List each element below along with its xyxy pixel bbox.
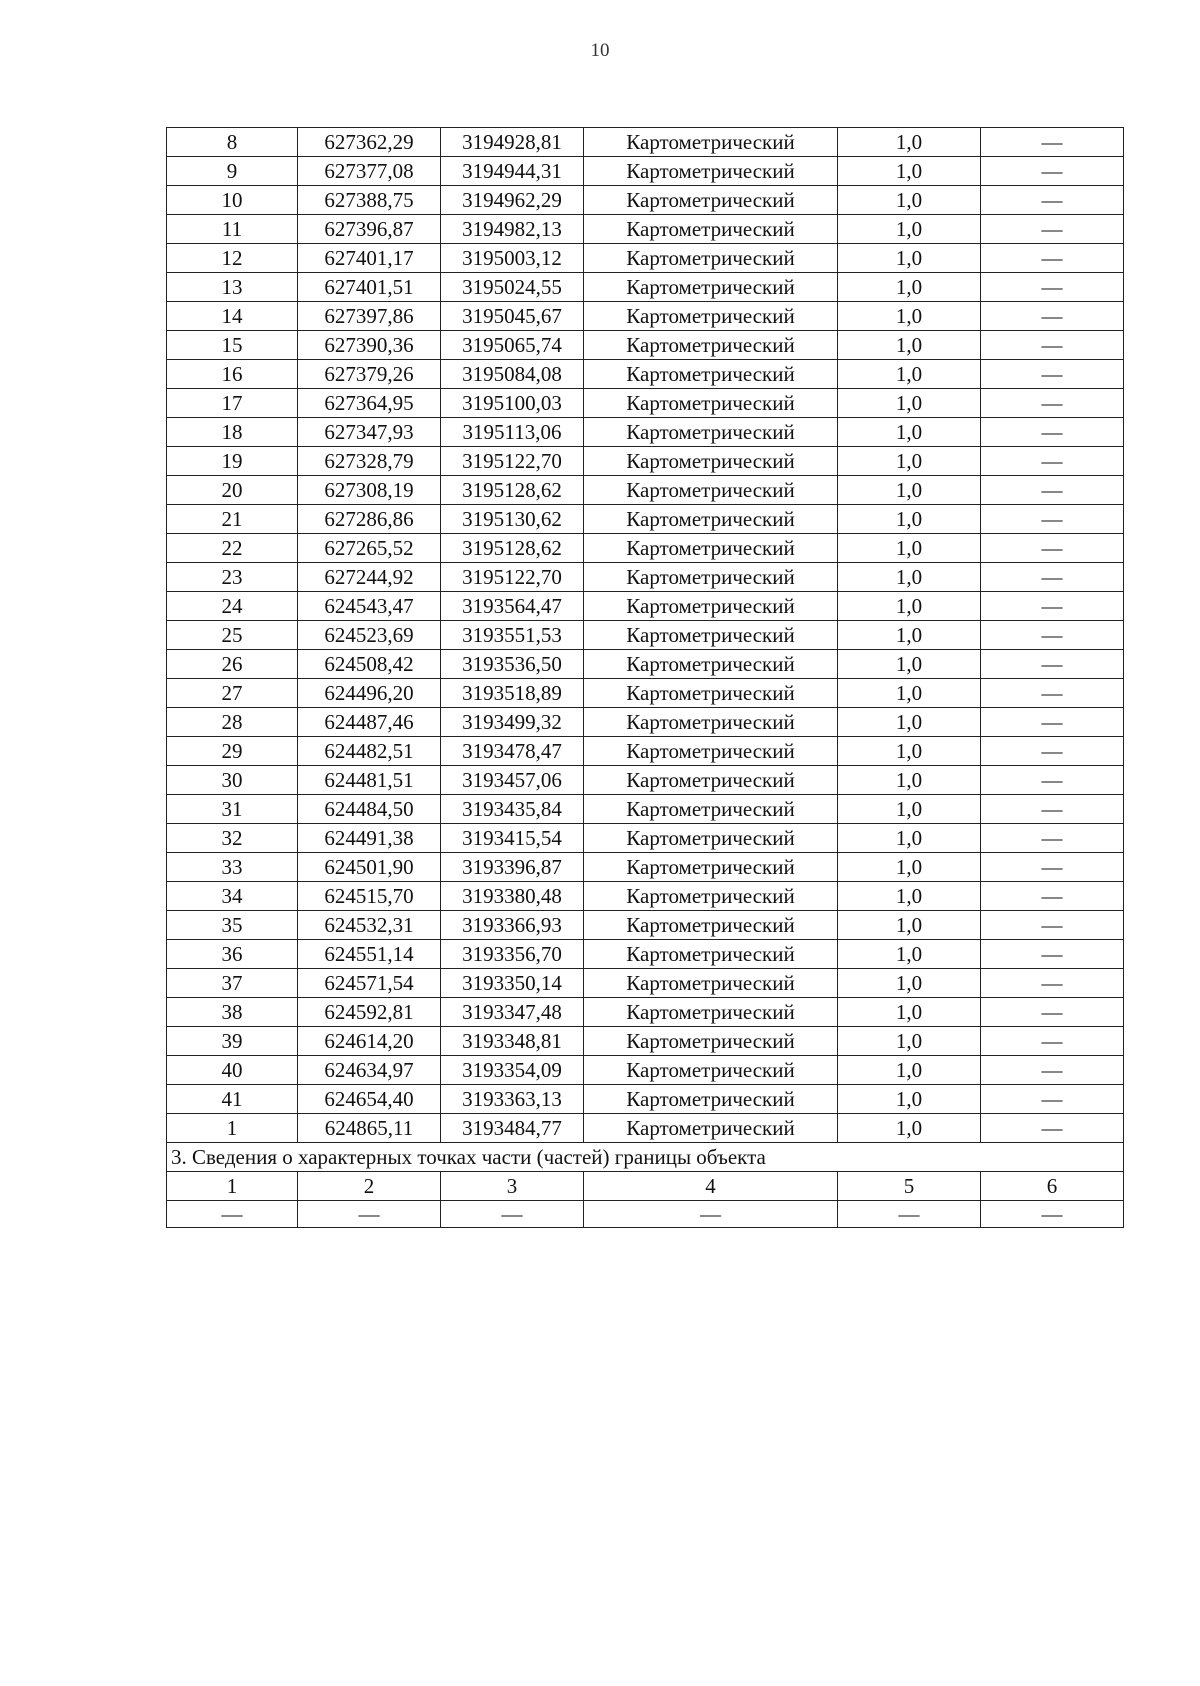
- coord-y-cell: 3193478,47: [441, 737, 584, 766]
- method-cell: Картометрический: [584, 708, 838, 737]
- table-row: [167, 186, 1124, 215]
- table-row: [167, 621, 1124, 650]
- coord-x-cell: 627265,52: [298, 534, 441, 563]
- method-cell: Картометрический: [584, 331, 838, 360]
- note-cell: —: [981, 534, 1124, 563]
- accuracy-cell: 1,0: [838, 679, 981, 708]
- note-cell: —: [981, 331, 1124, 360]
- coord-y-cell: 3193380,48: [441, 882, 584, 911]
- table-row: [167, 911, 1124, 940]
- accuracy-cell: 1,0: [838, 592, 981, 621]
- point-number-cell: 8: [167, 128, 298, 157]
- accuracy-cell: 1,0: [838, 940, 981, 969]
- method-cell: Картометрический: [584, 505, 838, 534]
- accuracy-cell: 1,0: [838, 621, 981, 650]
- point-number-cell: 16: [167, 360, 298, 389]
- point-number-cell: 38: [167, 998, 298, 1027]
- method-cell: Картометрический: [584, 273, 838, 302]
- method-cell: Картометрический: [584, 737, 838, 766]
- table-row: [167, 157, 1124, 186]
- coord-x-cell: 624654,40: [298, 1085, 441, 1114]
- note-cell: —: [981, 215, 1124, 244]
- coord-y-cell: 3193356,70: [441, 940, 584, 969]
- point-number-cell: 12: [167, 244, 298, 273]
- coord-y-cell: 3195128,62: [441, 476, 584, 505]
- coord-y-cell: 3195113,06: [441, 418, 584, 447]
- table-row: [167, 476, 1124, 505]
- section3-title: 3. Сведения о характерных точках части (частей) границы объекта: [167, 1143, 1124, 1172]
- accuracy-cell: 1,0: [838, 186, 981, 215]
- method-cell: Картометрический: [584, 882, 838, 911]
- point-number-cell: 23: [167, 563, 298, 592]
- coord-x-cell: 627347,93: [298, 418, 441, 447]
- point-number-cell: 37: [167, 969, 298, 998]
- table-row: [167, 360, 1124, 389]
- coord-y-cell: 3195130,62: [441, 505, 584, 534]
- table-row: [167, 273, 1124, 302]
- table-row: [167, 215, 1124, 244]
- method-cell: Картометрический: [584, 157, 838, 186]
- note-cell: —: [981, 969, 1124, 998]
- method-cell: Картометрический: [584, 621, 838, 650]
- accuracy-cell: 1,0: [838, 1114, 981, 1143]
- coord-x-cell: 624634,97: [298, 1056, 441, 1085]
- table-row: [167, 534, 1124, 563]
- note-cell: —: [981, 447, 1124, 476]
- coord-y-cell: 3195024,55: [441, 273, 584, 302]
- method-cell: Картометрический: [584, 853, 838, 882]
- coord-x-cell: 624515,70: [298, 882, 441, 911]
- column-number-5: 5: [838, 1172, 981, 1201]
- point-number-cell: 24: [167, 592, 298, 621]
- coord-x-cell: 627308,19: [298, 476, 441, 505]
- accuracy-cell: 1,0: [838, 737, 981, 766]
- coord-y-cell: 3193518,89: [441, 679, 584, 708]
- accuracy-cell: 1,0: [838, 708, 981, 737]
- table-row: [167, 1114, 1124, 1143]
- coord-x-cell: 624571,54: [298, 969, 441, 998]
- note-cell: —: [981, 853, 1124, 882]
- note-cell: —: [981, 273, 1124, 302]
- accuracy-cell: 1,0: [838, 157, 981, 186]
- note-cell: —: [981, 824, 1124, 853]
- coord-y-cell: 3193551,53: [441, 621, 584, 650]
- note-cell: —: [981, 650, 1124, 679]
- coord-x-cell: 624481,51: [298, 766, 441, 795]
- point-number-cell: 10: [167, 186, 298, 215]
- table-row: [167, 1085, 1124, 1114]
- point-number-cell: 41: [167, 1085, 298, 1114]
- table-row: [167, 563, 1124, 592]
- point-number-cell: 30: [167, 766, 298, 795]
- empty-cell-4: —: [584, 1201, 838, 1228]
- note-cell: —: [981, 621, 1124, 650]
- method-cell: Картометрический: [584, 360, 838, 389]
- coord-x-cell: 627377,08: [298, 157, 441, 186]
- table-row: [167, 650, 1124, 679]
- method-cell: Картометрический: [584, 215, 838, 244]
- coord-x-cell: 627390,36: [298, 331, 441, 360]
- coord-y-cell: 3195084,08: [441, 360, 584, 389]
- accuracy-cell: 1,0: [838, 824, 981, 853]
- coord-y-cell: 3193457,06: [441, 766, 584, 795]
- accuracy-cell: 1,0: [838, 418, 981, 447]
- accuracy-cell: 1,0: [838, 389, 981, 418]
- point-number-cell: 15: [167, 331, 298, 360]
- table-row: [167, 824, 1124, 853]
- coord-y-cell: 3194928,81: [441, 128, 584, 157]
- coord-y-cell: 3195122,70: [441, 447, 584, 476]
- column-number-2: 2: [298, 1172, 441, 1201]
- accuracy-cell: 1,0: [838, 882, 981, 911]
- point-number-cell: 13: [167, 273, 298, 302]
- method-cell: Картометрический: [584, 476, 838, 505]
- table-row: [167, 795, 1124, 824]
- accuracy-cell: 1,0: [838, 476, 981, 505]
- coord-y-cell: 3194982,13: [441, 215, 584, 244]
- method-cell: Картометрический: [584, 1056, 838, 1085]
- coord-x-cell: 624523,69: [298, 621, 441, 650]
- note-cell: —: [981, 505, 1124, 534]
- method-cell: Картометрический: [584, 447, 838, 476]
- accuracy-cell: 1,0: [838, 911, 981, 940]
- accuracy-cell: 1,0: [838, 1027, 981, 1056]
- method-cell: Картометрический: [584, 940, 838, 969]
- coord-y-cell: 3193536,50: [441, 650, 584, 679]
- coord-x-cell: 624614,20: [298, 1027, 441, 1056]
- method-cell: Картометрический: [584, 186, 838, 215]
- column-number-6: 6: [981, 1172, 1124, 1201]
- point-number-cell: 11: [167, 215, 298, 244]
- table-row: [167, 969, 1124, 998]
- method-cell: Картометрический: [584, 418, 838, 447]
- coord-x-cell: 624865,11: [298, 1114, 441, 1143]
- point-number-cell: 1: [167, 1114, 298, 1143]
- point-number-cell: 27: [167, 679, 298, 708]
- point-number-cell: 29: [167, 737, 298, 766]
- point-number-cell: 36: [167, 940, 298, 969]
- note-cell: —: [981, 563, 1124, 592]
- note-cell: —: [981, 157, 1124, 186]
- note-cell: —: [981, 679, 1124, 708]
- coord-x-cell: 627379,26: [298, 360, 441, 389]
- accuracy-cell: 1,0: [838, 273, 981, 302]
- table-row: [167, 331, 1124, 360]
- accuracy-cell: 1,0: [838, 302, 981, 331]
- accuracy-cell: 1,0: [838, 969, 981, 998]
- coord-y-cell: 3194944,31: [441, 157, 584, 186]
- table-row: [167, 505, 1124, 534]
- empty-cell-6: —: [981, 1201, 1124, 1228]
- coord-y-cell: 3195045,67: [441, 302, 584, 331]
- coord-y-cell: 3193350,14: [441, 969, 584, 998]
- coord-x-cell: 624482,51: [298, 737, 441, 766]
- coord-y-cell: 3193366,93: [441, 911, 584, 940]
- table-row: [167, 447, 1124, 476]
- section3-title-row: [167, 1143, 1124, 1172]
- note-cell: —: [981, 737, 1124, 766]
- table-row: [167, 128, 1124, 157]
- coord-x-cell: 624532,31: [298, 911, 441, 940]
- method-cell: Картометрический: [584, 563, 838, 592]
- point-number-cell: 9: [167, 157, 298, 186]
- table-row: [167, 389, 1124, 418]
- point-number-cell: 39: [167, 1027, 298, 1056]
- note-cell: —: [981, 360, 1124, 389]
- accuracy-cell: 1,0: [838, 853, 981, 882]
- method-cell: Картометрический: [584, 650, 838, 679]
- coord-y-cell: 3193499,32: [441, 708, 584, 737]
- coord-y-cell: 3193435,84: [441, 795, 584, 824]
- accuracy-cell: 1,0: [838, 1056, 981, 1085]
- boundary-points-table: [166, 127, 1124, 1228]
- method-cell: Картометрический: [584, 824, 838, 853]
- coord-y-cell: 3193354,09: [441, 1056, 584, 1085]
- empty-cell-5: —: [838, 1201, 981, 1228]
- coord-x-cell: 627244,92: [298, 563, 441, 592]
- accuracy-cell: 1,0: [838, 1085, 981, 1114]
- note-cell: —: [981, 1056, 1124, 1085]
- method-cell: Картометрический: [584, 389, 838, 418]
- accuracy-cell: 1,0: [838, 447, 981, 476]
- coord-x-cell: 627396,87: [298, 215, 441, 244]
- coord-y-cell: 3193415,54: [441, 824, 584, 853]
- table-row: [167, 998, 1124, 1027]
- table-row: [167, 940, 1124, 969]
- note-cell: —: [981, 766, 1124, 795]
- table-row: [167, 737, 1124, 766]
- point-number-cell: 14: [167, 302, 298, 331]
- table-row: [167, 1027, 1124, 1056]
- method-cell: Картометрический: [584, 534, 838, 563]
- coord-x-cell: 624543,47: [298, 592, 441, 621]
- method-cell: Картометрический: [584, 969, 838, 998]
- accuracy-cell: 1,0: [838, 244, 981, 273]
- note-cell: —: [981, 911, 1124, 940]
- point-number-cell: 34: [167, 882, 298, 911]
- note-cell: —: [981, 998, 1124, 1027]
- point-number-cell: 25: [167, 621, 298, 650]
- note-cell: —: [981, 795, 1124, 824]
- point-number-cell: 33: [167, 853, 298, 882]
- coord-y-cell: 3193484,77: [441, 1114, 584, 1143]
- note-cell: —: [981, 389, 1124, 418]
- coord-x-cell: 627401,17: [298, 244, 441, 273]
- coord-y-cell: 3195100,03: [441, 389, 584, 418]
- note-cell: —: [981, 476, 1124, 505]
- point-number-cell: 21: [167, 505, 298, 534]
- accuracy-cell: 1,0: [838, 331, 981, 360]
- method-cell: Картометрический: [584, 795, 838, 824]
- note-cell: —: [981, 302, 1124, 331]
- column-number-1: 1: [167, 1172, 298, 1201]
- coord-y-cell: 3194962,29: [441, 186, 584, 215]
- point-number-cell: 28: [167, 708, 298, 737]
- method-cell: Картометрический: [584, 766, 838, 795]
- accuracy-cell: 1,0: [838, 650, 981, 679]
- coord-x-cell: 624508,42: [298, 650, 441, 679]
- coord-x-cell: 624501,90: [298, 853, 441, 882]
- coord-x-cell: 624592,81: [298, 998, 441, 1027]
- method-cell: Картометрический: [584, 1114, 838, 1143]
- column-number-4: 4: [584, 1172, 838, 1201]
- coord-y-cell: 3193363,13: [441, 1085, 584, 1114]
- note-cell: —: [981, 128, 1124, 157]
- coord-x-cell: 627286,86: [298, 505, 441, 534]
- method-cell: Картометрический: [584, 911, 838, 940]
- accuracy-cell: 1,0: [838, 360, 981, 389]
- table-row: [167, 853, 1124, 882]
- method-cell: Картометрический: [584, 592, 838, 621]
- point-number-cell: 31: [167, 795, 298, 824]
- table-row: [167, 708, 1124, 737]
- note-cell: —: [981, 244, 1124, 273]
- table-row: [167, 244, 1124, 273]
- coord-x-cell: 624551,14: [298, 940, 441, 969]
- point-number-cell: 22: [167, 534, 298, 563]
- page-number: 10: [590, 40, 610, 61]
- accuracy-cell: 1,0: [838, 998, 981, 1027]
- boundary-points-body: [167, 128, 1124, 1143]
- note-cell: —: [981, 708, 1124, 737]
- coord-x-cell: 624491,38: [298, 824, 441, 853]
- coord-y-cell: 3195128,62: [441, 534, 584, 563]
- coord-x-cell: 627328,79: [298, 447, 441, 476]
- method-cell: Картометрический: [584, 1027, 838, 1056]
- coord-y-cell: 3193564,47: [441, 592, 584, 621]
- coord-x-cell: 627401,51: [298, 273, 441, 302]
- table-row: [167, 592, 1124, 621]
- coord-y-cell: 3195065,74: [441, 331, 584, 360]
- empty-cell-3: —: [441, 1201, 584, 1228]
- method-cell: Картометрический: [584, 244, 838, 273]
- table-row: [167, 679, 1124, 708]
- point-number-cell: 40: [167, 1056, 298, 1085]
- empty-cell-2: —: [298, 1201, 441, 1228]
- column-number-3: 3: [441, 1172, 584, 1201]
- note-cell: —: [981, 592, 1124, 621]
- table-row: [167, 418, 1124, 447]
- coord-x-cell: 627388,75: [298, 186, 441, 215]
- empty-cell-1: —: [167, 1201, 298, 1228]
- section3-body: [167, 1143, 1124, 1228]
- note-cell: —: [981, 882, 1124, 911]
- point-number-cell: 18: [167, 418, 298, 447]
- note-cell: —: [981, 186, 1124, 215]
- table-row: [167, 302, 1124, 331]
- point-number-cell: 19: [167, 447, 298, 476]
- note-cell: —: [981, 1114, 1124, 1143]
- method-cell: Картометрический: [584, 302, 838, 331]
- note-cell: —: [981, 940, 1124, 969]
- note-cell: —: [981, 1027, 1124, 1056]
- table-row: [167, 766, 1124, 795]
- point-number-cell: 32: [167, 824, 298, 853]
- accuracy-cell: 1,0: [838, 128, 981, 157]
- method-cell: Картометрический: [584, 679, 838, 708]
- accuracy-cell: 1,0: [838, 505, 981, 534]
- coord-x-cell: 624484,50: [298, 795, 441, 824]
- accuracy-cell: 1,0: [838, 795, 981, 824]
- accuracy-cell: 1,0: [838, 215, 981, 244]
- point-number-cell: 35: [167, 911, 298, 940]
- point-number-cell: 26: [167, 650, 298, 679]
- accuracy-cell: 1,0: [838, 563, 981, 592]
- method-cell: Картометрический: [584, 1085, 838, 1114]
- section3-column-numbers-row: [167, 1172, 1124, 1201]
- coord-x-cell: 627397,86: [298, 302, 441, 331]
- coord-x-cell: 627362,29: [298, 128, 441, 157]
- table-row: [167, 1056, 1124, 1085]
- coord-y-cell: 3193347,48: [441, 998, 584, 1027]
- note-cell: —: [981, 1085, 1124, 1114]
- accuracy-cell: 1,0: [838, 534, 981, 563]
- note-cell: —: [981, 418, 1124, 447]
- accuracy-cell: 1,0: [838, 766, 981, 795]
- coord-y-cell: 3195003,12: [441, 244, 584, 273]
- coord-y-cell: 3193396,87: [441, 853, 584, 882]
- point-number-cell: 20: [167, 476, 298, 505]
- point-number-cell: 17: [167, 389, 298, 418]
- section3-empty-row: [167, 1201, 1124, 1228]
- coord-x-cell: 627364,95: [298, 389, 441, 418]
- coord-y-cell: 3193348,81: [441, 1027, 584, 1056]
- method-cell: Картометрический: [584, 128, 838, 157]
- coord-x-cell: 624496,20: [298, 679, 441, 708]
- coord-x-cell: 624487,46: [298, 708, 441, 737]
- coord-y-cell: 3195122,70: [441, 563, 584, 592]
- table-row: [167, 882, 1124, 911]
- method-cell: Картометрический: [584, 998, 838, 1027]
